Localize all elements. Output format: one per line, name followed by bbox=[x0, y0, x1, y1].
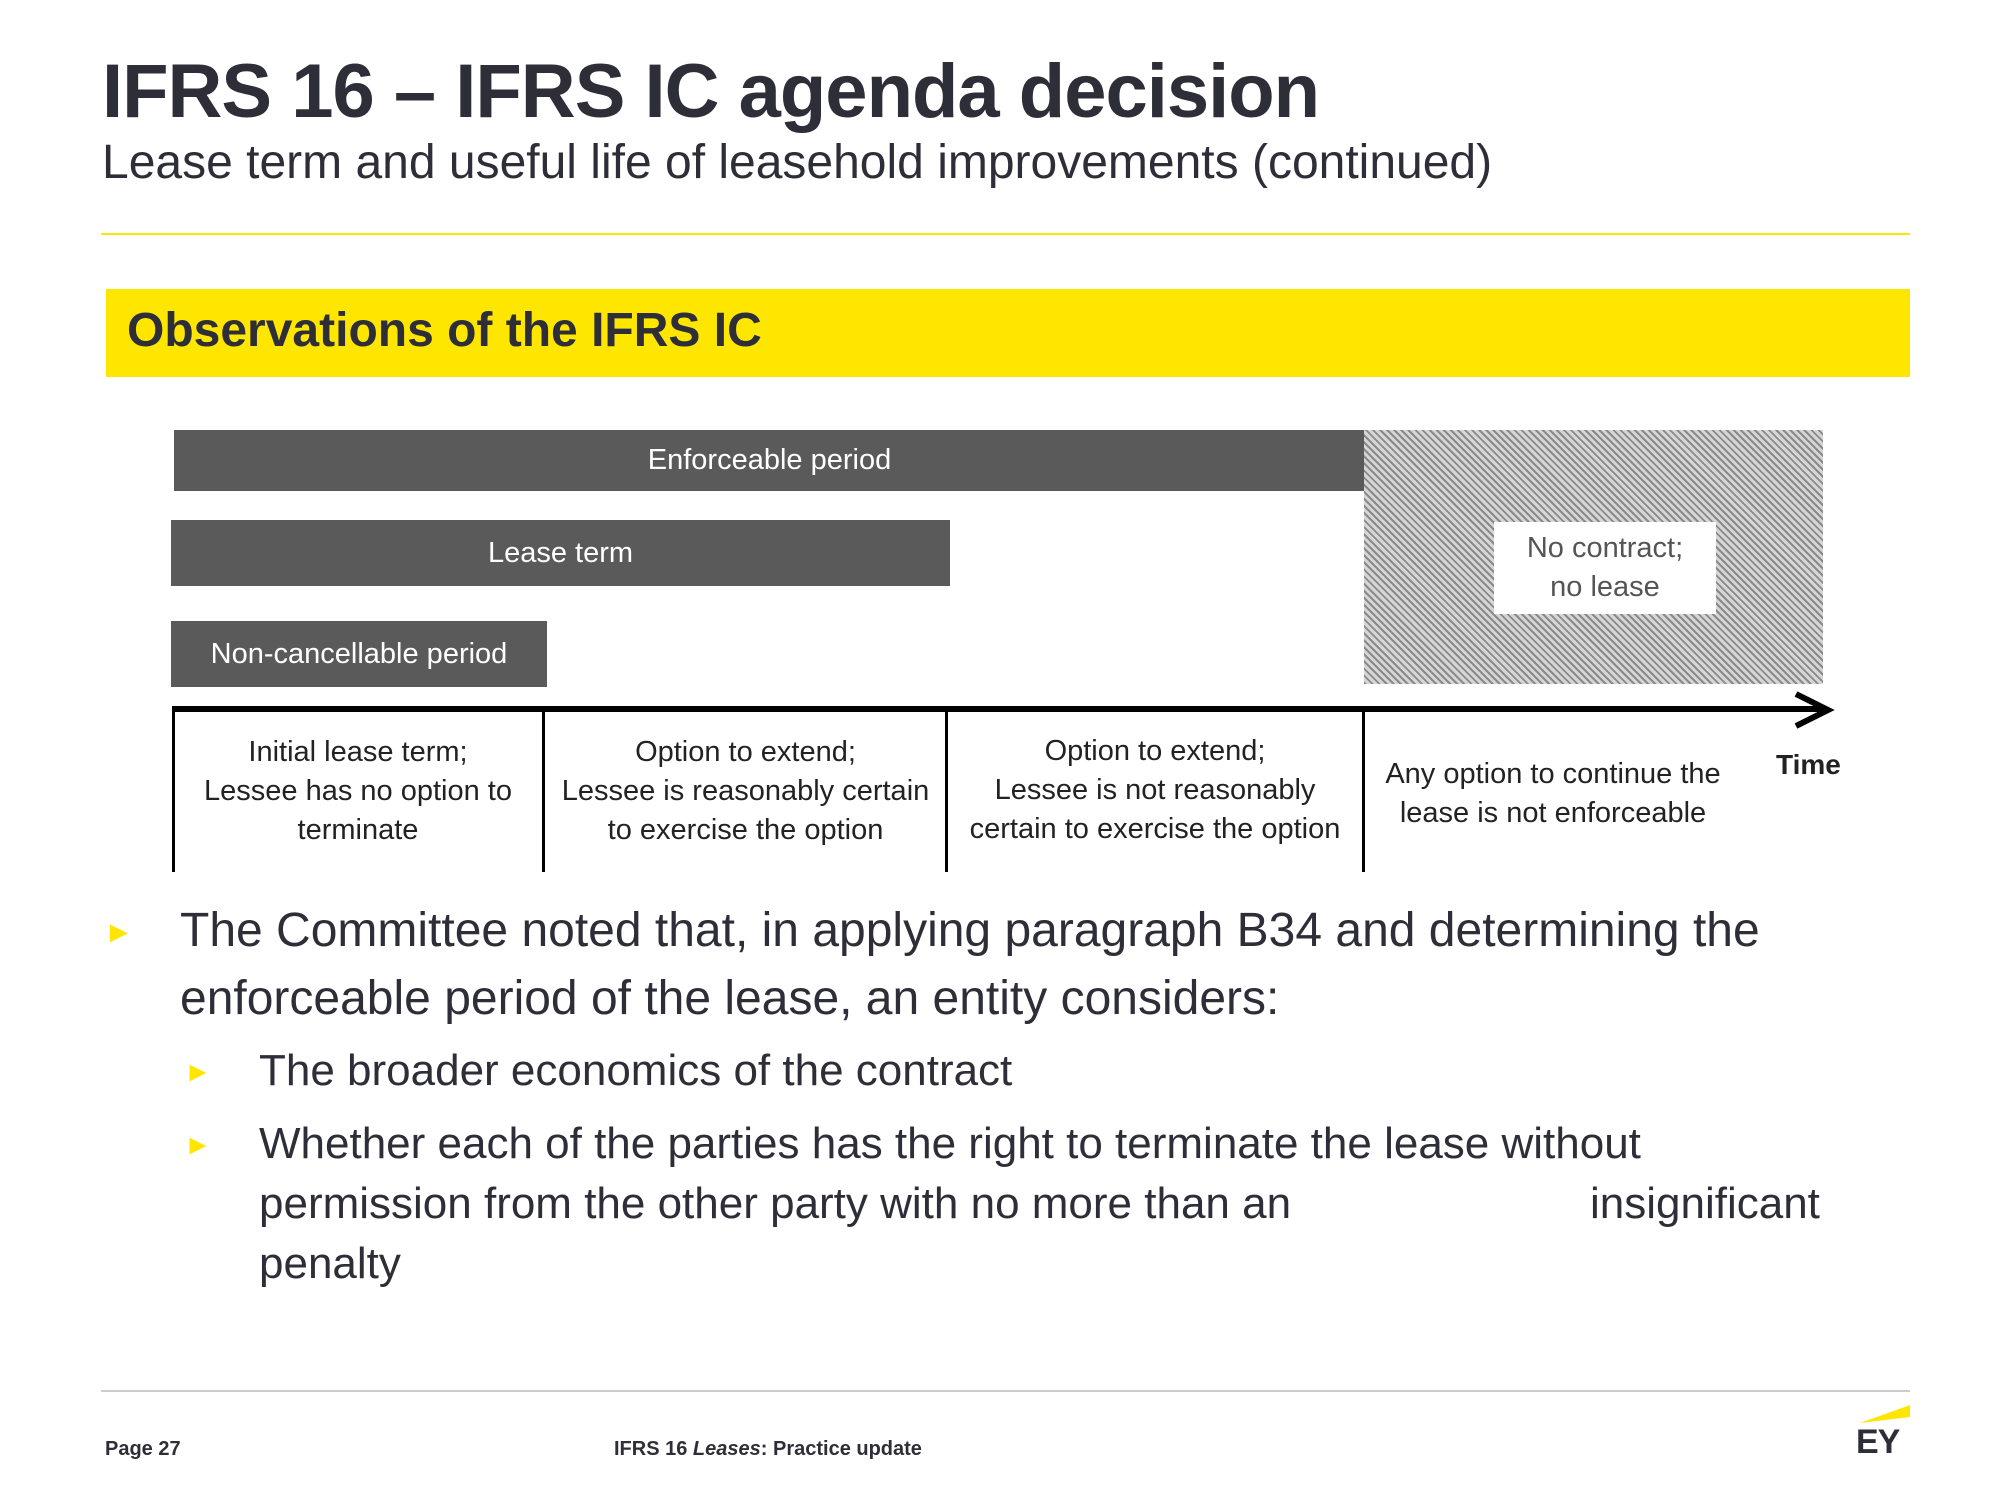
timeline-column-1-line1: Initial lease term; bbox=[248, 736, 468, 768]
timeline-arrowhead bbox=[1790, 690, 1836, 730]
bullet-arrow-icon: ► bbox=[104, 916, 134, 949]
sub-bullet-2-line2-start: permission from the other party with no more than an bbox=[259, 1179, 1292, 1228]
no-contract-line2: no lease bbox=[1550, 571, 1660, 603]
timeline-axis bbox=[172, 706, 1822, 712]
sub-bullet-2-line2 bbox=[259, 1174, 1909, 1234]
timeline-column-3 bbox=[950, 732, 1360, 849]
timeline-column-1 bbox=[178, 733, 538, 850]
timeline-column-3-line1: Option to extend; bbox=[1044, 735, 1266, 767]
page-title: IFRS 16 – IFRS IC agenda decision bbox=[102, 49, 1320, 134]
page-number: Page 27 bbox=[105, 1438, 181, 1460]
timeline-column-3-line2: Lessee is not reasonably bbox=[994, 774, 1316, 806]
lease-term-bar bbox=[171, 520, 950, 586]
timeline-column-4 bbox=[1368, 755, 1738, 833]
timeline-column-1-line2: Lessee has no option to bbox=[204, 775, 512, 807]
document-title-suffix: : Practice update bbox=[760, 1438, 922, 1460]
bullet-arrow-icon: ► bbox=[184, 1129, 212, 1160]
sub-bullet-2-line1: Whether each of the parties has the right to terminate the lease without bbox=[259, 1119, 1641, 1168]
sub-bullet-2-line3: penalty bbox=[259, 1239, 401, 1288]
header-divider bbox=[101, 233, 1910, 235]
lease-term-label: Lease term bbox=[487, 536, 634, 569]
timeline-column-4-line2: lease is not enforceable bbox=[1399, 797, 1707, 829]
timeline-divider bbox=[172, 712, 175, 872]
timeline-time-label: Time bbox=[1776, 749, 1841, 780]
sub-bullet-1-line1: The broader economics of the contract bbox=[259, 1046, 1013, 1095]
sub-bullet-2 bbox=[259, 1114, 1909, 1294]
footer-divider bbox=[101, 1390, 1910, 1392]
timeline-column-3-line3: certain to exercise the option bbox=[969, 813, 1341, 845]
timeline-divider bbox=[945, 712, 948, 872]
ey-logo bbox=[1852, 1403, 1912, 1463]
timeline-column-2-line1: Option to extend; bbox=[635, 736, 856, 768]
section-banner-title: Observations of the IFRS IC bbox=[127, 304, 762, 357]
sub-bullet-2-line2-end: insignificant bbox=[1590, 1179, 1820, 1228]
main-bullet-text: The Committee noted that, in applying paragraph B34 and determining the enforceable period of the lease, an entity considers: bbox=[180, 904, 1760, 1025]
ey-logo-text: EY bbox=[1856, 1423, 1900, 1461]
timeline-column-2-line3: to exercise the option bbox=[607, 814, 884, 846]
document-title-italic: Leases bbox=[692, 1438, 761, 1460]
timeline-divider bbox=[1362, 712, 1365, 872]
document-title bbox=[614, 1438, 922, 1461]
page-subtitle: Lease term and useful life of leasehold improvements (continued) bbox=[102, 136, 1493, 189]
no-contract-line1: No contract; bbox=[1526, 532, 1684, 564]
enforceable-period-bar bbox=[174, 430, 1365, 491]
no-contract-box bbox=[1494, 522, 1716, 614]
timeline-divider bbox=[542, 712, 545, 872]
sub-bullet-1 bbox=[259, 1041, 1909, 1101]
timeline-column-2 bbox=[548, 733, 943, 850]
enforceable-period-label: Enforceable period bbox=[647, 444, 892, 476]
bullet-arrow-icon: ► bbox=[184, 1056, 212, 1087]
non-cancellable-period-label: Non-cancellable period bbox=[210, 637, 508, 670]
timeline-column-4-line1: Any option to continue the bbox=[1385, 758, 1721, 790]
document-title-prefix: IFRS 16 bbox=[614, 1438, 693, 1460]
non-cancellable-period-bar bbox=[171, 621, 547, 687]
timeline-column-1-line3: terminate bbox=[297, 814, 419, 846]
timeline-column-2-line2: Lessee is reasonably certain bbox=[561, 775, 930, 807]
